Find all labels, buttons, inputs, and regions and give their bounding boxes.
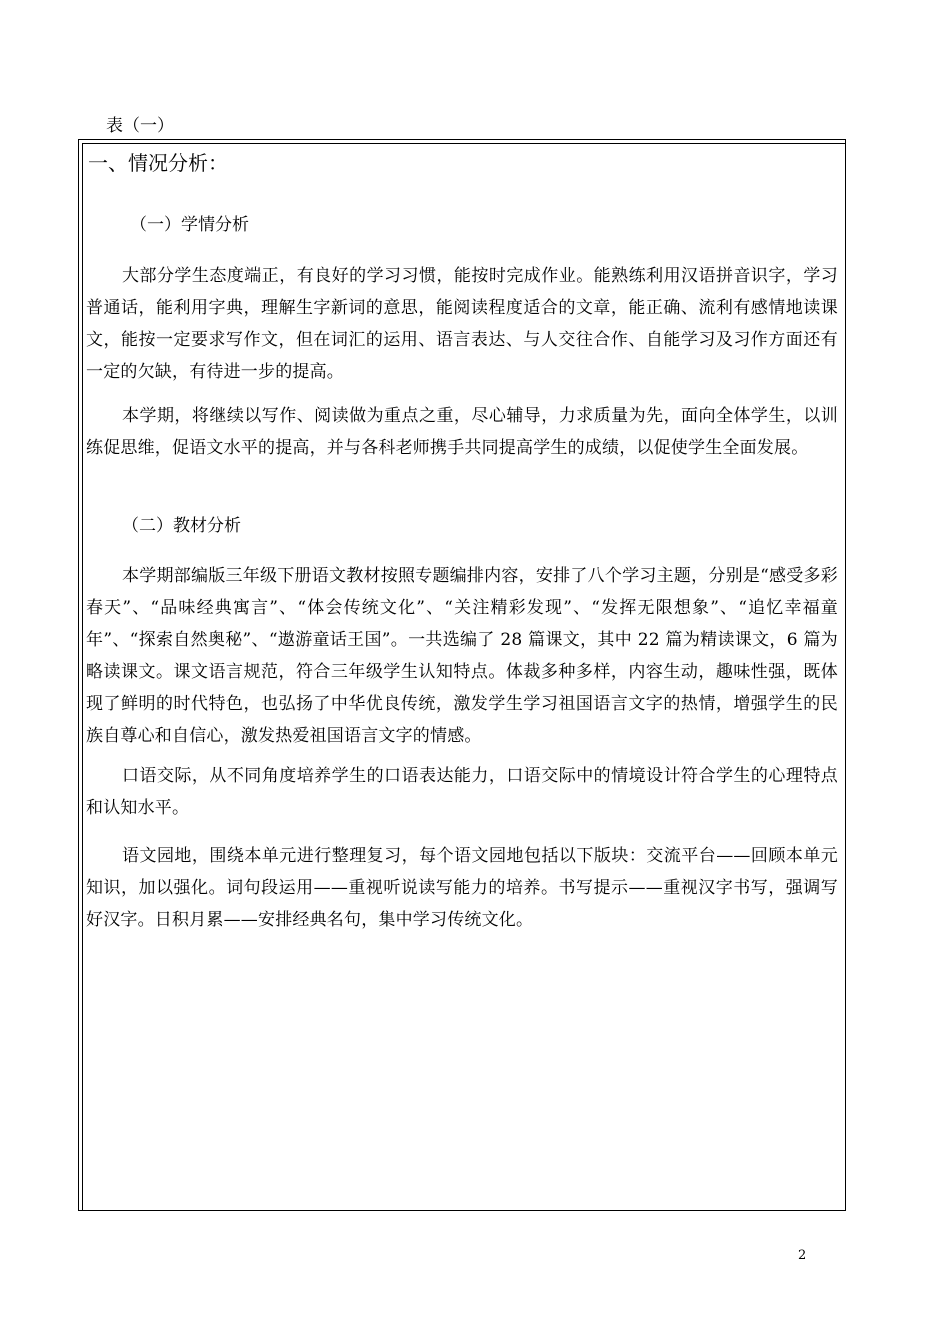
section-title: 一、情况分析：	[88, 151, 228, 175]
page-number: 2	[798, 1248, 807, 1263]
student-analysis-title: （一）学情分析	[130, 215, 249, 235]
table-caption: 表（一）	[106, 116, 174, 136]
student-analysis-paragraph-1: 大部分学生态度端正，有良好的学习习惯，能按时完成作业。能熟练利用汉语拼音识字，学习普通话，能利用字典，理解生字新词的意思，能阅读程度适合的文章，能正确、流利有感情地读课文，能按一定要求写作文，但在词汇的运用、语言表达、与人交往合作、自能学习及习作方面还有一定的欠缺，有待进一步的提高。	[86, 266, 838, 382]
student-analysis-paragraph-2: 本学期，将继续以写作、阅读做为重点之重，尽心辅导，力求质量为先，面向全体学生，以训练促思维，促语文水平的提高，并与各科老师携手共同提高学生的成绩，以促使学生全面发展。	[86, 406, 838, 458]
textbook-analysis-paragraph-2: 口语交际，从不同角度培养学生的口语表达能力，口语交际中的情境设计符合学生的心理特点和认知水平。	[86, 766, 838, 818]
textbook-analysis-title: （二）教材分析	[122, 516, 241, 536]
textbook-analysis-paragraph-1: 本学期部编版三年级下册语文教材按照专题编排内容，安排了八个学习主题，分别是“感受多彩春天”、“品味经典寓言”、“体会传统文化”、“关注精彩发现”、“发挥无限想象”、“追忆幸福童年”、“探索自然奥秘”、“遨游童话王国”。一共选编了 28 篇课文，其中 22 篇为精读课文，6 篇为略读课文。课文语言规范，符合三年级学生认知特点。体裁多种多样，内容生动，趣味性强，既体现了鲜明的时代特色，也弘扬了中华优良传统，激发学生学习祖国语言文字的热情，增强学生的民族自尊心和自信心，激发热爱祖国语言文字的情感。	[86, 566, 838, 746]
textbook-analysis-paragraph-3: 语文园地，围绕本单元进行整理复习，每个语文园地包括以下版块：交流平台——回顾本单元知识，加以强化。词句段运用——重视听说读写能力的培养。书写提示——重视汉字书写，强调写好汉字。日积月累——安排经典名句，集中学习传统文化。	[86, 846, 838, 930]
